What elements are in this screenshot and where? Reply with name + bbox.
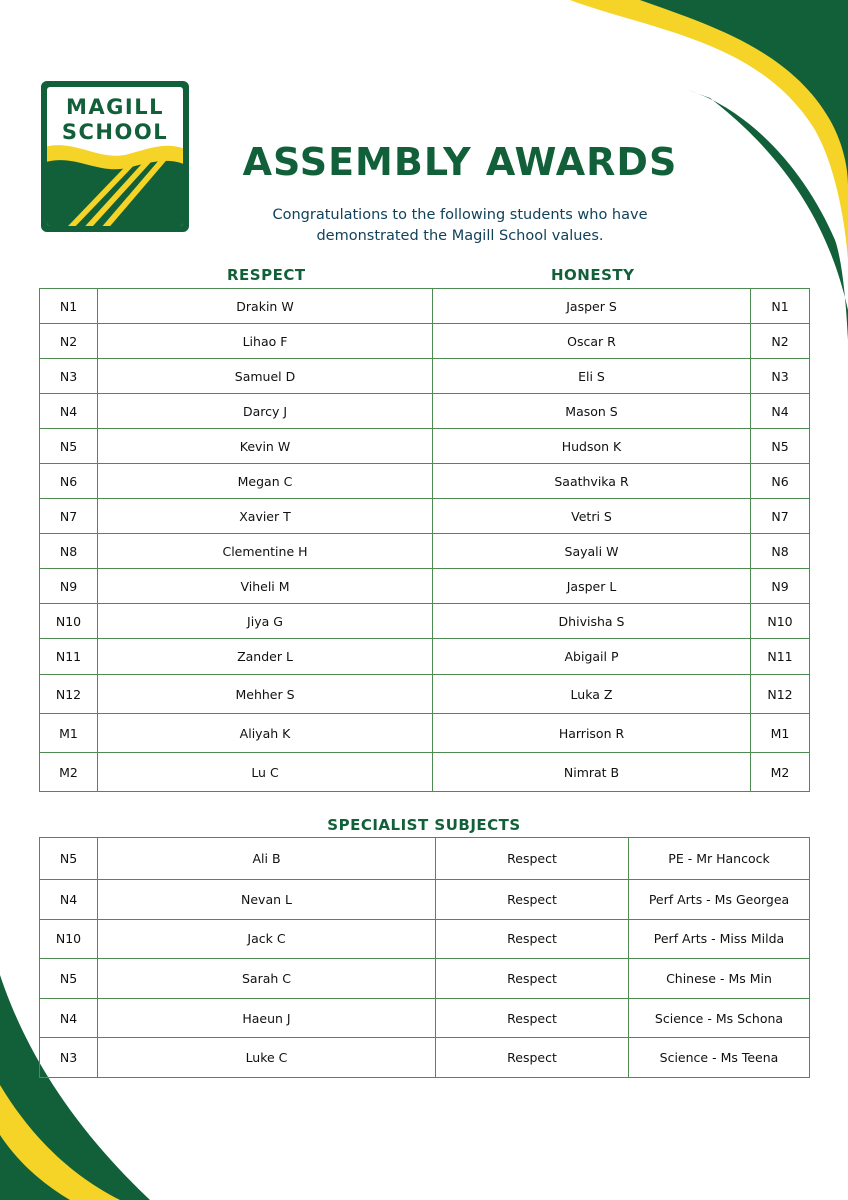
class-left-cell: M1 — [40, 714, 98, 753]
respect-student-cell: Mehher S — [98, 675, 433, 714]
logo-line-2: SCHOOL — [61, 120, 169, 144]
respect-student-cell: Megan C — [98, 464, 433, 499]
respect-student-cell: Viheli M — [98, 569, 433, 604]
honesty-student-cell: Mason S — [433, 394, 751, 429]
value-cell: Respect — [436, 838, 629, 880]
class-left-cell: N9 — [40, 569, 98, 604]
student-cell: Sarah C — [98, 959, 436, 999]
value-cell: Respect — [436, 1038, 629, 1078]
value-cell: Respect — [436, 959, 629, 999]
class-left-cell: N11 — [40, 639, 98, 675]
honesty-student-cell: Luka Z — [433, 675, 751, 714]
logo-line-1: MAGILL — [66, 95, 164, 119]
respect-student-cell: Darcy J — [98, 394, 433, 429]
value-cell: Respect — [436, 919, 629, 959]
respect-student-cell: Lihao F — [98, 324, 433, 359]
class-cell: N5 — [40, 959, 98, 999]
class-right-cell: N1 — [751, 289, 810, 324]
table-row — [40, 289, 810, 324]
class-left-cell: N3 — [40, 359, 98, 394]
class-left-cell: N5 — [40, 429, 98, 464]
values-awards-table — [39, 288, 810, 792]
respect-student-cell: Drakin W — [98, 289, 433, 324]
subtitle-line-1: Congratulations to the following students who have — [272, 207, 648, 223]
class-cell: N10 — [40, 919, 98, 959]
table-row — [40, 499, 810, 534]
class-right-cell: M2 — [751, 753, 810, 792]
class-left-cell: N10 — [40, 604, 98, 639]
respect-student-cell: Jiya G — [98, 604, 433, 639]
table-row — [40, 714, 810, 753]
table-row — [40, 998, 810, 1038]
class-right-cell: N4 — [751, 394, 810, 429]
student-cell: Jack C — [98, 919, 436, 959]
class-right-cell: N8 — [751, 534, 810, 569]
class-left-cell: N2 — [40, 324, 98, 359]
subtitle-line-2: demonstrated the Magill School values. — [316, 228, 604, 244]
class-right-cell: N7 — [751, 499, 810, 534]
class-cell: N3 — [40, 1038, 98, 1078]
respect-student-cell: Lu C — [98, 753, 433, 792]
class-right-cell: N5 — [751, 429, 810, 464]
table-row — [40, 534, 810, 569]
class-cell: N4 — [40, 998, 98, 1038]
table-row — [40, 1038, 810, 1078]
logo-text — [47, 95, 183, 145]
honesty-student-cell: Jasper S — [433, 289, 751, 324]
class-right-cell: N10 — [751, 604, 810, 639]
honesty-student-cell: Oscar R — [433, 324, 751, 359]
honesty-student-cell: Eli S — [433, 359, 751, 394]
class-left-cell: N4 — [40, 394, 98, 429]
honesty-student-cell: Vetri S — [433, 499, 751, 534]
honesty-student-cell: Nimrat B — [433, 753, 751, 792]
table-row — [40, 919, 810, 959]
honesty-student-cell: Hudson K — [433, 429, 751, 464]
student-cell: Luke C — [98, 1038, 436, 1078]
honesty-student-cell: Harrison R — [433, 714, 751, 753]
class-right-cell: N11 — [751, 639, 810, 675]
class-left-cell: N1 — [40, 289, 98, 324]
table-row — [40, 359, 810, 394]
table-row — [40, 394, 810, 429]
respect-student-cell: Samuel D — [98, 359, 433, 394]
table-row — [40, 675, 810, 714]
page-title: ASSEMBLY AWARDS — [242, 140, 678, 184]
table-row — [40, 639, 810, 675]
respect-student-cell: Kevin W — [98, 429, 433, 464]
table-row — [40, 753, 810, 792]
honesty-student-cell: Saathvika R — [433, 464, 751, 499]
respect-student-cell: Clementine H — [98, 534, 433, 569]
respect-student-cell: Zander L — [98, 639, 433, 675]
subject-teacher-cell: Chinese - Ms Min — [629, 959, 810, 999]
class-cell: N5 — [40, 838, 98, 880]
honesty-student-cell: Jasper L — [433, 569, 751, 604]
honesty-student-cell: Dhivisha S — [433, 604, 751, 639]
class-right-cell: M1 — [751, 714, 810, 753]
honesty-student-cell: Abigail P — [433, 639, 751, 675]
table-row — [40, 429, 810, 464]
table-row — [40, 324, 810, 359]
class-left-cell: N8 — [40, 534, 98, 569]
subject-teacher-cell: Science - Ms Teena — [629, 1038, 810, 1078]
page-subtitle — [215, 205, 705, 247]
respect-student-cell: Xavier T — [98, 499, 433, 534]
table-row — [40, 464, 810, 499]
table-row — [40, 880, 810, 920]
respect-heading: RESPECT — [227, 266, 306, 284]
table-row — [40, 959, 810, 999]
class-left-cell: M2 — [40, 753, 98, 792]
class-right-cell: N9 — [751, 569, 810, 604]
respect-student-cell: Aliyah K — [98, 714, 433, 753]
class-left-cell: N6 — [40, 464, 98, 499]
table-row — [40, 604, 810, 639]
subject-teacher-cell: Science - Ms Schona — [629, 998, 810, 1038]
specialist-heading: SPECIALIST SUBJECTS — [327, 816, 521, 834]
subject-teacher-cell: PE - Mr Hancock — [629, 838, 810, 880]
value-cell: Respect — [436, 998, 629, 1038]
subject-teacher-cell: Perf Arts - Ms Georgea — [629, 880, 810, 920]
value-cell: Respect — [436, 880, 629, 920]
student-cell: Haeun J — [98, 998, 436, 1038]
honesty-student-cell: Sayali W — [433, 534, 751, 569]
table-row — [40, 838, 810, 880]
specialist-awards-table — [39, 837, 810, 1078]
school-logo — [41, 81, 189, 232]
class-left-cell: N7 — [40, 499, 98, 534]
class-right-cell: N12 — [751, 675, 810, 714]
honesty-heading: HONESTY — [551, 266, 635, 284]
class-right-cell: N3 — [751, 359, 810, 394]
class-right-cell: N2 — [751, 324, 810, 359]
class-cell: N4 — [40, 880, 98, 920]
class-left-cell: N12 — [40, 675, 98, 714]
table-row — [40, 569, 810, 604]
student-cell: Ali B — [98, 838, 436, 880]
subject-teacher-cell: Perf Arts - Miss Milda — [629, 919, 810, 959]
student-cell: Nevan L — [98, 880, 436, 920]
class-right-cell: N6 — [751, 464, 810, 499]
